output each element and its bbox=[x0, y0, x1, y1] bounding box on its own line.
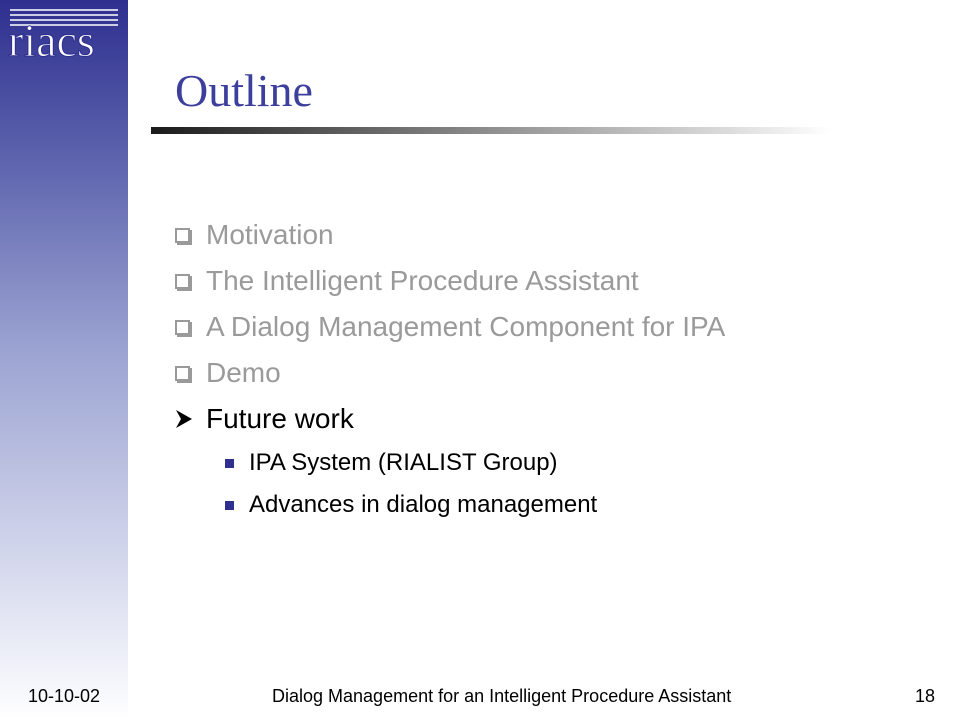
slide-title: Outline bbox=[175, 65, 313, 116]
outline-item-demo bbox=[175, 350, 725, 396]
checkbox-bullet-icon bbox=[175, 366, 206, 381]
checkbox-bullet-icon bbox=[175, 320, 206, 335]
page-number: 18 bbox=[915, 686, 936, 706]
title-underline bbox=[151, 127, 831, 134]
outline-list bbox=[175, 212, 725, 526]
outline-item-label: The Intelligent Procedure Assistant bbox=[206, 265, 639, 296]
outline-item-ipa bbox=[175, 258, 725, 304]
checkbox-bullet-icon bbox=[175, 228, 206, 243]
outline-item-label: Demo bbox=[206, 357, 281, 388]
riacs-logo bbox=[6, 4, 122, 64]
sub-item-advances bbox=[175, 484, 725, 526]
svg-text:riacs: riacs bbox=[8, 15, 95, 64]
square-bullet-icon bbox=[225, 501, 234, 510]
square-bullet-icon bbox=[225, 459, 234, 468]
sub-item-label: IPA System (RIALIST Group) bbox=[249, 449, 558, 476]
sub-item-label: Advances in dialog management bbox=[249, 491, 598, 518]
arrow-bullet-icon bbox=[175, 409, 206, 429]
footer-date: 10-10-02 bbox=[28, 686, 101, 706]
outline-item-motivation bbox=[175, 212, 725, 258]
checkbox-bullet-icon bbox=[175, 274, 206, 289]
outline-item-label: Motivation bbox=[206, 219, 334, 250]
outline-item-dialog-component bbox=[175, 304, 725, 350]
outline-item-label: A Dialog Management Component for IPA bbox=[206, 311, 726, 342]
outline-item-label: Future work bbox=[206, 403, 354, 434]
outline-item-future-work bbox=[175, 396, 725, 442]
sidebar-gradient bbox=[0, 0, 128, 720]
sub-item-ipa-system bbox=[175, 442, 725, 484]
footer-title: Dialog Management for an Intelligent Procedure Assistant bbox=[272, 686, 732, 706]
